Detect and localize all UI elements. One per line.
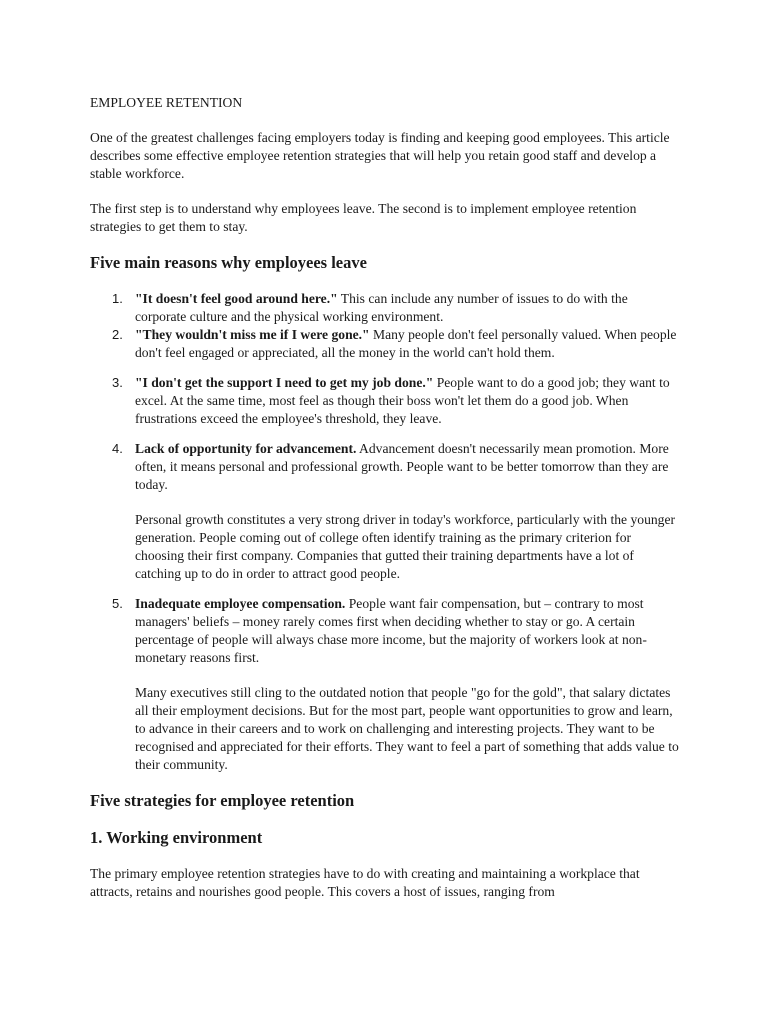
reason-item-5: [90, 595, 680, 774]
section-heading-working-environment: 1. Working environment: [90, 828, 263, 847]
reason-text: People want to do a good job; they want to excel. At the same time, most feel as though their boss won't let them do a good job. When frustrations exceed the employee's threshold, they leave.: [135, 375, 670, 426]
reason-extra-paragraph: Many executives still cling to the outdated notion that people "go for the gold", that salary dictates all their employment decisions. But for the most part, people want opportunities to grow and learn, to advance in their careers and to work on challenging and interesting projects. They want to be recognised and appreciated for their efforts. They want to feel a part of something that adds value to their community.: [135, 685, 679, 772]
reason-text: Many people don't feel personally valued. When people don't feel engaged or appreciated, all the money in the world can't hold them.: [135, 327, 677, 360]
reason-text: Advancement doesn't necessarily mean promotion. More often, it means personal and professional growth. People want to be better tomorrow than they are today.: [135, 441, 669, 492]
reason-extra-paragraph: Personal growth constitutes a very strong driver in today's workforce, particularly with the younger generation. People coming out of college often identify training as the primary criterion for choosing their first company. Companies that gutted their training departments have a lot of catching up to do in order to attract good people.: [135, 512, 676, 581]
list-number: 1.: [112, 291, 123, 306]
reason-lead: "They wouldn't miss me if I were gone.": [135, 327, 370, 342]
reasons-heading: Five main reasons why employees leave: [90, 253, 367, 272]
reason-item-2: [90, 326, 680, 362]
document-page: [90, 94, 680, 918]
reason-lead: "It doesn't feel good around here.": [135, 291, 338, 306]
list-number: 5.: [112, 596, 123, 611]
intro-paragraph-2: The first step is to understand why employees leave. The second is to implement employee retention strategies to get them to stay.: [90, 201, 637, 234]
list-number: 3.: [112, 375, 123, 390]
section-paragraph: The primary employee retention strategies have to do with creating and maintaining a workplace that attracts, retains and nourishes good people. This covers a host of issues, ranging from: [90, 866, 640, 899]
reason-item-4: [90, 440, 680, 583]
document-title: EMPLOYEE RETENTION: [90, 95, 243, 110]
reason-item-1: [90, 290, 680, 326]
strategies-heading: Five strategies for employee retention: [90, 791, 355, 810]
reason-text: People want fair compensation, but – contrary to most managers' beliefs – money rarely comes first when deciding whether to stay or go. A certain percentage of people will always chase more income, but the majority of workers look at non-monetary reasons first.: [135, 596, 647, 665]
reason-lead: Lack of opportunity for advancement.: [135, 441, 357, 456]
reason-lead: Inadequate employee compensation.: [135, 596, 346, 611]
reasons-list: [90, 290, 680, 774]
list-number: 2.: [112, 327, 123, 342]
intro-paragraph-1: One of the greatest challenges facing employers today is finding and keeping good employees. This article describes some effective employee retention strategies that will help you retain good staff and develop a stable workforce.: [90, 130, 670, 181]
reason-text: This can include any number of issues to do with the corporate culture and the physical working environment.: [135, 291, 628, 324]
list-number: 4.: [112, 441, 123, 456]
reason-lead: "I don't get the support I need to get my job done.": [135, 375, 434, 390]
reason-item-3: [90, 374, 680, 428]
